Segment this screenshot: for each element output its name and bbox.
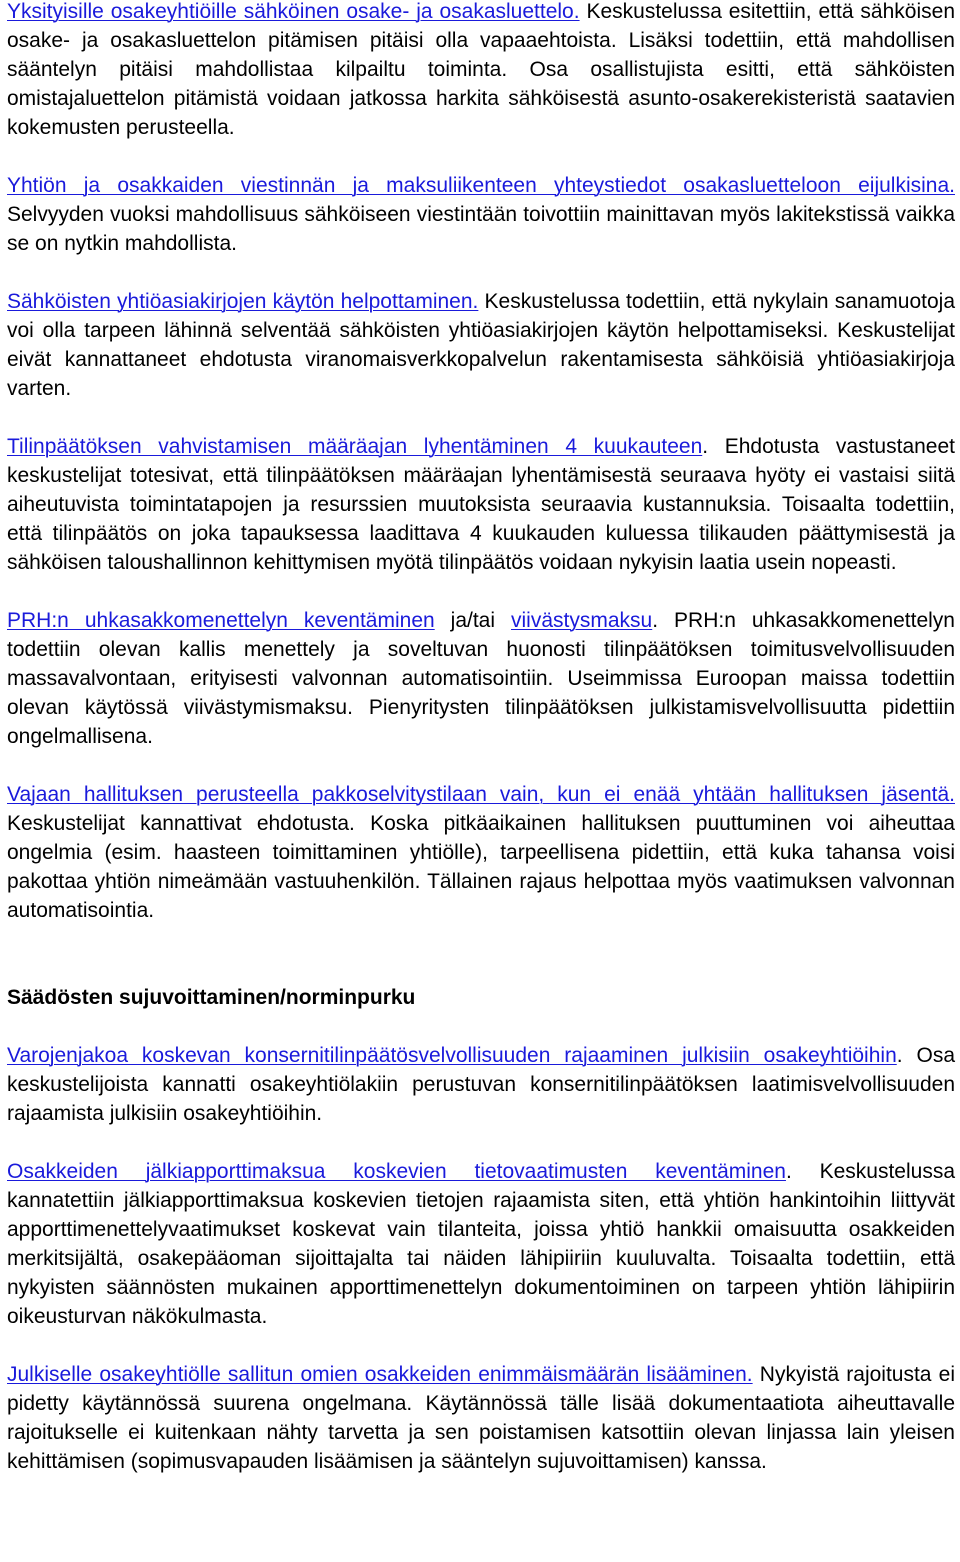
paragraph-text: Keskustelijat kannattivat ehdotusta. Koska pitkäaikainen hallituksen puuttuminen voi aiheuttaa ongelmia (esim. haasteen toimittaminen yhtiölle), tarpeellisena pidettiin, että kuka tahansa voisi pakottaa yhtiön nimeämään vastuuhenkilön. Tällainen rajaus helpottaa myös vaatimuksen valvonnan automatisointia.: [7, 812, 955, 922]
paragraph-text: Selvyyden vuoksi mahdollisuus sähköiseen viestintään toivottiin mainittavan myös lakitekstissä vaikka se on nytkin mahdollista.: [7, 203, 955, 255]
section-heading: Säädösten sujuvoittaminen/norminpurku: [7, 986, 416, 1009]
paragraph-text: . Ehdotusta vastustaneet keskustelijat totesivat, että tilinpäätöksen määräajan lyhentämisestä seuraava hyöty ei vastaisi siitä aiheutuvista toimintatapojen ja resurssien muutoksista seuraavia kustannuksia. Toisaalta todettiin, että tilinpäätös on joka tapauksessa laadittava 4 kuukauden kuluessa tilikauden päättymisestä ja sähköisen taloushallinnon kehittymisen myötä tilinpäätös voidaan nykyisin laatia usein nopeasti.: [7, 435, 955, 574]
topic-link[interactable]: Yhtiön ja osakkaiden viestinnän ja maksuliikenteen yhteystiedot osakasluetteloon eijulkisina.: [7, 174, 955, 197]
paragraph-prh-penalty: [7, 606, 955, 751]
topic-link-secondary[interactable]: viivästysmaksu: [511, 609, 653, 632]
topic-link[interactable]: Osakkeiden jälkiapporttimaksua koskevien tietovaatimusten keventäminen: [7, 1160, 786, 1183]
topic-link[interactable]: Vajaan hallituksen perusteella pakkoselvitystilaan vain, kun ei enää yhtään hallituksen jäsentä.: [7, 783, 955, 806]
paragraph-electronic-share-register: [7, 0, 955, 142]
paragraph-text: . Osa keskustelijoista kannatti osakeyhtiölakiin perustuvan konsernitilinpäätöksen laatimisvelvollisuuden rajaamista julkisiin osakeyhtiöihin.: [7, 1044, 955, 1125]
paragraph-text: Keskustelussa esitettiin, että sähköisen osake- ja osakasluettelon pitämisen pitäisi olla vapaaehtoista. Lisäksi todettiin, että mahdollisen sääntelyn pitäisi mahdollistaa kilpailtu toiminta. Osa osallistujista esitti, että sähköisten omistajaluettelon pitämistä voidaan jatkossa harkita sähköisestä asunto-osakerekisteristä saatavien kokemusten perusteella.: [7, 0, 955, 139]
topic-link[interactable]: PRH:n uhkasakkomenettelyn keventäminen: [7, 609, 435, 632]
paragraph-financial-statement-deadline: [7, 432, 955, 577]
paragraph-electronic-documents: [7, 287, 955, 403]
paragraph-consolidated-statements: [7, 1041, 955, 1128]
paragraph-connector: ja/tai: [434, 609, 512, 632]
paragraph-own-shares: [7, 1360, 955, 1476]
topic-link[interactable]: Julkiselle osakeyhtiölle sallitun omien osakkeiden enimmäismäärän lisääminen.: [7, 1363, 753, 1386]
paragraph-text: Nykyistä rajoitusta ei pidetty käytännössä suurena ongelmana. Käytännössä tälle lisää dokumentaatiota aiheuttavalle rajoitukselle ei kuitenkaan nähty tarvetta ja sen poistamisen katsottiin olevan linjassa lain yleisen kehittämisen (sopimusvapauden lisäämisen ja sääntelyn sujuvoittamisen) kanssa.: [7, 1363, 955, 1473]
document-page: [7, 0, 955, 1505]
paragraph-text: . Keskustelussa kannatettiin jälkiapporttimaksua koskevien tietojen rajaamista siten, että yhtiön hankintoihin liittyvät apporttimenettelyvaatimukset koskevat vain tilanteita, joissa yhtiö hankkii omaisuutta osakkeiden merkitsijältä, osakepääoman sijoittajalta tai näiden lähipiiriin kuuluvalta. Toisaalta todettiin, että nykyisten säännösten mukainen apporttimenettelyn dokumentoiminen on tarpeen yhtiön lähipiirin oikeusturvan näkökulmasta.: [7, 1160, 956, 1328]
paragraph-text: Keskustelussa todettiin, että nykylain sanamuotoja voi olla tarpeen lähinnä selventää sähköisten yhtiöasiakirjojen käytön helpottamiseksi. Keskustelijat eivät kannattaneet ehdotusta viranomaisverkkopalvelun rakentamisesta sähköisiä yhtiöasiakirjoja varten.: [7, 290, 956, 400]
topic-link[interactable]: Sähköisten yhtiöasiakirjojen käytön helpottaminen.: [7, 290, 479, 313]
topic-link[interactable]: Yksityisille osakeyhtiöille sähköinen osake- ja osakasluettelo.: [7, 0, 580, 23]
topic-link[interactable]: Tilinpäätöksen vahvistamisen määräajan lyhentäminen 4 kuukauteen: [7, 435, 703, 458]
paragraph-post-contribution: [7, 1157, 955, 1331]
paragraph-text: . PRH:n uhkasakkomenettelyn todettiin olevan kallis menettely ja soveltuvan huonosti tilinpäätöksen toimitusvelvollisuuden massavalvontaan, erityisesti valvonnan automatisointiin. Useimmissa Euroopan maissa todettiin olevan käytössä viivästymismaksu. Pienyritysten tilinpäätöksen julkistamisvelvollisuutta pidettiin ongelmallisena.: [7, 609, 955, 748]
topic-link[interactable]: Varojenjakoa koskevan konsernitilinpäätösvelvollisuuden rajaaminen julkisiin osakeyhtiöihin: [7, 1044, 897, 1067]
paragraph-incomplete-board: [7, 780, 955, 925]
paragraph-contact-details: [7, 171, 955, 258]
